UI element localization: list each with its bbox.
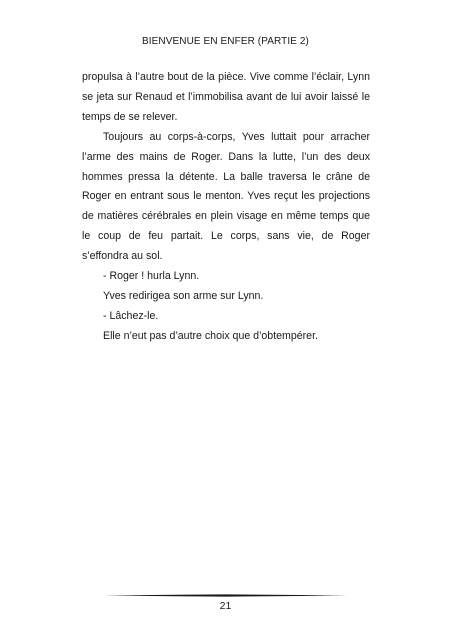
- paragraph-3: Yves redirigea son arme sur Lynn.: [103, 289, 264, 302]
- dialogue-line-2: - Lâchez-le.: [103, 309, 159, 322]
- paragraph-2: Toujours au corps-à-corps, Yves luttait pour arracher l’arme des mains de Roger. Dans la lutte, l’un des deux hommes pressa la détente. La balle traversa le crâne de Roger en entrant sous le menton. Yves reçut les projections de matières cérébrales en plein visage en même temps que le coup de feu partait. Le corps, sans vie, de Roger s’effondra au sol.: [82, 130, 370, 263]
- footer-rule: [104, 594, 347, 597]
- page-number: 21: [219, 600, 232, 612]
- body-text: [82, 68, 370, 347]
- running-header: BIENVENUE EN ENFER (PARTIE 2): [141, 36, 309, 47]
- dialogue-line-1: - Roger ! hurla Lynn.: [103, 270, 200, 283]
- paragraph-1: propulsa à l’autre bout de la pièce. Vive comme l’éclair, Lynn se jeta sur Renaud et l’immobilisa avant de lui avoir laissé le temps de se relever.: [82, 71, 370, 123]
- paragraph-4: Elle n’eut pas d’autre choix que d’obtempérer.: [103, 329, 318, 342]
